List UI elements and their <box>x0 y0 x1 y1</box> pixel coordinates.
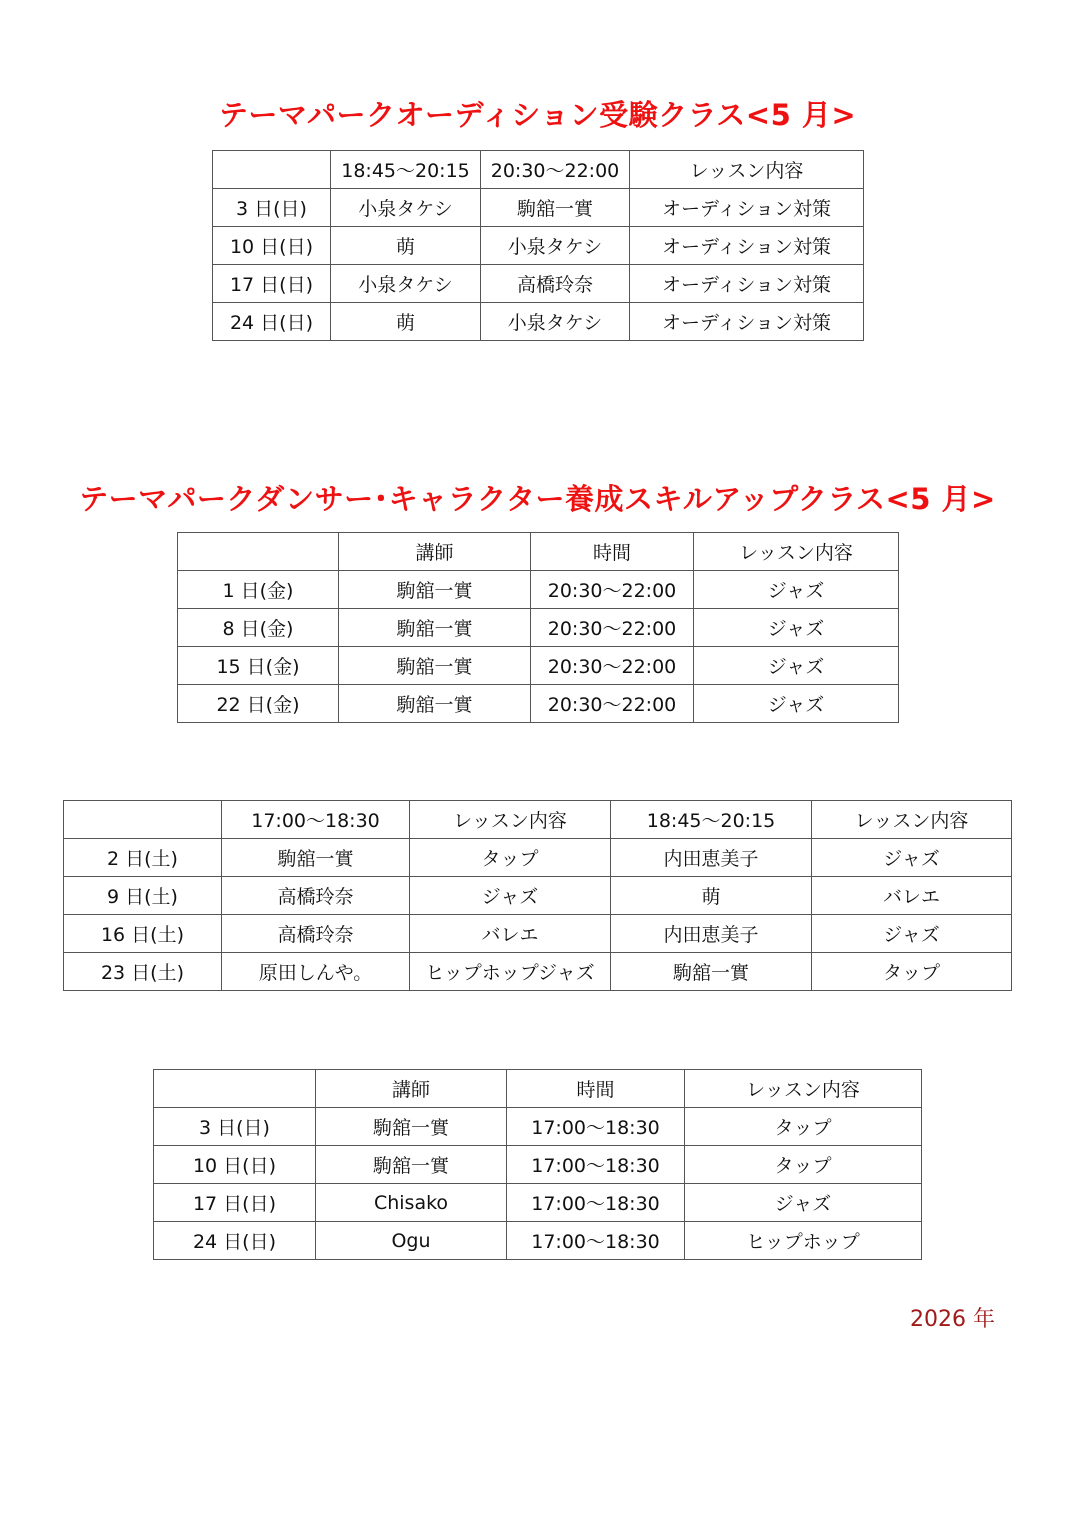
table-cell: ジャズ <box>694 647 899 685</box>
table-header-row <box>213 151 864 189</box>
table-row <box>64 915 1012 953</box>
table-cell: ヒップホップ <box>685 1222 922 1260</box>
header-cell <box>213 151 331 189</box>
table-cell: ジャズ <box>694 571 899 609</box>
table-cell: 萌 <box>331 303 481 341</box>
header-cell <box>64 801 222 839</box>
table-row <box>64 839 1012 877</box>
table-header-row <box>178 533 899 571</box>
table-cell: Ogu <box>316 1222 507 1260</box>
table-cell: バレエ <box>812 877 1012 915</box>
table-cell: 駒舘一實 <box>339 685 531 723</box>
table-cell: 駒舘一實 <box>481 189 630 227</box>
table-row <box>64 877 1012 915</box>
table-cell: 小泉タケシ <box>481 303 630 341</box>
table-row <box>178 609 899 647</box>
table-cell: 20:30～22:00 <box>531 609 694 647</box>
table-cell: タップ <box>410 839 611 877</box>
header-cell: 18:45～20:15 <box>331 151 481 189</box>
table-row <box>154 1222 922 1260</box>
table-cell: 22 日(金) <box>178 685 339 723</box>
table-header-row <box>64 801 1012 839</box>
table-cell: 原田しんや。 <box>222 953 410 991</box>
table-cell: オーディション対策 <box>630 303 864 341</box>
table-cell: バレエ <box>410 915 611 953</box>
table-cell: ジャズ <box>812 915 1012 953</box>
table-cell: タップ <box>812 953 1012 991</box>
table-cell: ジャズ <box>410 877 611 915</box>
table-row <box>178 571 899 609</box>
table-cell: 20:30～22:00 <box>531 685 694 723</box>
table-cell: 駒舘一實 <box>339 571 531 609</box>
header-cell: レッスン内容 <box>630 151 864 189</box>
table-cell: 萌 <box>611 877 812 915</box>
table-row <box>154 1108 922 1146</box>
header-cell: 17:00～18:30 <box>222 801 410 839</box>
table-cell: 高橋玲奈 <box>222 915 410 953</box>
year-label: 2026 年 <box>910 1307 995 1332</box>
section3-table <box>63 800 1012 991</box>
table-cell: 17:00～18:30 <box>507 1108 685 1146</box>
section1-title: テーマパークオーディション受験クラス<5 月> <box>218 98 857 132</box>
table-cell: 17:00～18:30 <box>507 1222 685 1260</box>
table-cell: ジャズ <box>685 1184 922 1222</box>
section2-table <box>177 532 899 723</box>
table-row <box>154 1146 922 1184</box>
table-cell: 3 日(日) <box>154 1108 316 1146</box>
table-cell: 駒舘一實 <box>316 1108 507 1146</box>
table-cell: 2 日(土) <box>64 839 222 877</box>
table-cell: 萌 <box>331 227 481 265</box>
table-cell: 小泉タケシ <box>331 265 481 303</box>
header-cell: 講師 <box>316 1070 507 1108</box>
table-cell: 10 日(日) <box>213 227 331 265</box>
table-cell: 駒舘一實 <box>316 1146 507 1184</box>
table-cell: 16 日(土) <box>64 915 222 953</box>
table-cell: 17:00～18:30 <box>507 1184 685 1222</box>
table-cell: 24 日(日) <box>154 1222 316 1260</box>
table-cell: ヒップホップジャズ <box>410 953 611 991</box>
table-cell: 小泉タケシ <box>481 227 630 265</box>
table-cell: 17 日(日) <box>213 265 331 303</box>
table-cell: 23 日(土) <box>64 953 222 991</box>
table-cell: 高橋玲奈 <box>481 265 630 303</box>
table-row <box>213 227 864 265</box>
table-header-row <box>154 1070 922 1108</box>
table-cell: 17:00～18:30 <box>507 1146 685 1184</box>
header-cell: レッスン内容 <box>694 533 899 571</box>
table-cell: オーディション対策 <box>630 265 864 303</box>
table-cell: タップ <box>685 1108 922 1146</box>
table-cell: 駒舘一實 <box>611 953 812 991</box>
table-cell: 20:30～22:00 <box>531 647 694 685</box>
header-cell: レッスン内容 <box>410 801 611 839</box>
header-cell: 18:45～20:15 <box>611 801 812 839</box>
table-cell: 高橋玲奈 <box>222 877 410 915</box>
table-cell: 3 日(日) <box>213 189 331 227</box>
header-cell: 時間 <box>507 1070 685 1108</box>
table-cell: 9 日(土) <box>64 877 222 915</box>
table-cell: 24 日(日) <box>213 303 331 341</box>
table-cell: 1 日(金) <box>178 571 339 609</box>
table-cell: Chisako <box>316 1184 507 1222</box>
section1-table <box>212 150 864 341</box>
table-cell: 内田恵美子 <box>611 915 812 953</box>
header-cell: 20:30～22:00 <box>481 151 630 189</box>
table-cell: 10 日(日) <box>154 1146 316 1184</box>
header-cell: 時間 <box>531 533 694 571</box>
table-cell: タップ <box>685 1146 922 1184</box>
table-cell: 内田恵美子 <box>611 839 812 877</box>
table-cell: ジャズ <box>694 685 899 723</box>
table-row <box>64 953 1012 991</box>
table-cell: 駒舘一實 <box>222 839 410 877</box>
header-cell: レッスン内容 <box>685 1070 922 1108</box>
table-row <box>213 303 864 341</box>
table-cell: 17 日(日) <box>154 1184 316 1222</box>
table-cell: 8 日(金) <box>178 609 339 647</box>
header-cell <box>154 1070 316 1108</box>
table-row <box>178 647 899 685</box>
table-cell: 20:30～22:00 <box>531 571 694 609</box>
header-cell: 講師 <box>339 533 531 571</box>
table-row <box>213 189 864 227</box>
table-cell: オーディション対策 <box>630 189 864 227</box>
table-row <box>178 685 899 723</box>
section4-table <box>153 1069 922 1260</box>
table-cell: 駒舘一實 <box>339 647 531 685</box>
table-row <box>213 265 864 303</box>
table-cell: ジャズ <box>694 609 899 647</box>
header-cell <box>178 533 339 571</box>
table-cell: 小泉タケシ <box>331 189 481 227</box>
table-cell: 駒舘一實 <box>339 609 531 647</box>
section2-title: テーマパークダンサー･キャラクター養成スキルアップクラス<5 月> <box>79 482 996 516</box>
table-cell: ジャズ <box>812 839 1012 877</box>
table-cell: 15 日(金) <box>178 647 339 685</box>
table-cell: オーディション対策 <box>630 227 864 265</box>
table-row <box>154 1184 922 1222</box>
header-cell: レッスン内容 <box>812 801 1012 839</box>
